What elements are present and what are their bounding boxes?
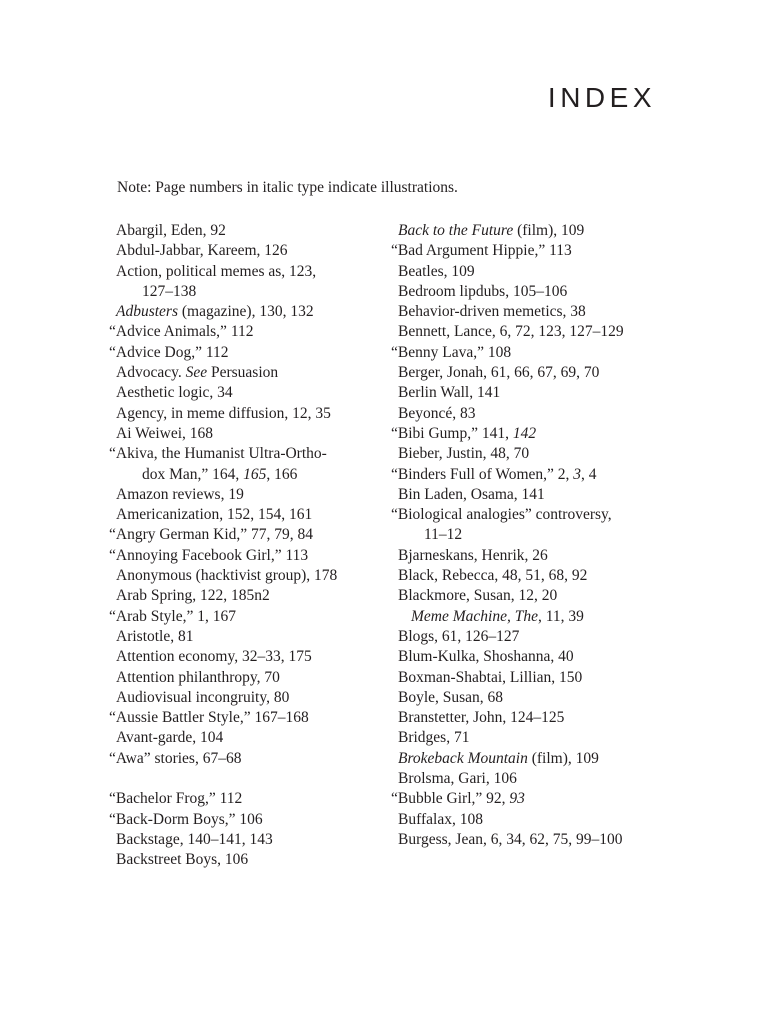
index-entry-text: Action, political memes as, 123, (116, 262, 317, 280)
index-entry-italic-text: 165 (243, 465, 267, 483)
index-entry-text: “Aussie Battler Style,” 167–168 (109, 709, 309, 727)
index-entry (391, 505, 624, 525)
index-entry (109, 363, 337, 383)
index-entry-text: “Biological analogies” controversy, (391, 506, 612, 524)
index-entry (391, 221, 624, 241)
index-entry (391, 546, 624, 566)
index-entry (391, 322, 624, 342)
index-entry-text: Bennett, Lance, 6, 72, 123, 127–129 (398, 323, 624, 341)
index-entry-text: Agency, in meme diffusion, 12, 35 (116, 404, 331, 422)
index-column-left (109, 221, 337, 871)
index-entry (391, 647, 624, 667)
index-entry-text: dox Man,” 164, (142, 465, 244, 483)
index-entry (109, 322, 337, 342)
index-entry-text: “Advice Dog,” 112 (109, 343, 229, 361)
index-entry-text: Americanization, 152, 154, 161 (116, 506, 313, 524)
index-entry (109, 525, 337, 545)
index-entry-text: Beatles, 109 (398, 262, 475, 280)
index-entry (109, 485, 337, 505)
index-entry (109, 343, 337, 363)
index-entry (109, 830, 337, 850)
index-entry-text: “Bubble Girl,” 92, (391, 790, 510, 808)
index-entry (109, 404, 337, 424)
index-entry (109, 262, 337, 282)
index-entry-text: 11–12 (424, 526, 463, 544)
index-entry (391, 363, 624, 383)
index-entry-text: “Benny Lava,” 108 (391, 343, 512, 361)
index-entry-text: “Arab Style,” 1, 167 (109, 607, 236, 625)
index-entry-text: Abargil, Eden, 92 (116, 222, 226, 239)
index-entry-text: Bjarneskans, Henrik, 26 (398, 546, 548, 564)
index-entry (391, 728, 624, 748)
index-column-right (391, 221, 624, 850)
index-entry-text: “Bachelor Frog,” 112 (109, 790, 243, 808)
index-entry-text: “Annoying Facebook Girl,” 113 (109, 546, 309, 564)
index-entry-text: “Binders Full of Women,” 2, (391, 465, 574, 483)
index-entry (109, 221, 337, 241)
index-entry-text: , 4 (581, 465, 597, 483)
index-entry (109, 789, 337, 809)
index-entry-text: “Bibi Gump,” 141, (391, 424, 513, 442)
index-entry (391, 627, 624, 647)
index-entry-italic-text: Adbusters (116, 303, 178, 321)
index-entry-italic-text: 93 (509, 790, 525, 808)
index-entry-text: Aristotle, 81 (116, 627, 194, 645)
index-entry (109, 668, 337, 688)
index-entry (109, 850, 337, 870)
index-entry-text: Bedroom lipdubs, 105–106 (398, 282, 568, 300)
index-entry (109, 728, 337, 748)
index-entry (391, 424, 624, 444)
index-entry (109, 627, 337, 647)
index-entry-text: Attention economy, 32–33, 175 (116, 648, 312, 666)
index-entry (391, 302, 624, 322)
index-title: INDEX (547, 82, 656, 113)
index-entry (109, 708, 337, 728)
index-entry (391, 607, 624, 627)
index-entry-text: Blogs, 61, 126–127 (398, 627, 520, 645)
index-entry (391, 769, 624, 789)
index-entry (109, 282, 337, 302)
index-entry (391, 688, 624, 708)
index-entry (391, 525, 624, 545)
index-entry-text: “Awa” stories, 67–68 (109, 749, 242, 767)
index-entry-text: Berger, Jonah, 61, 66, 67, 69, 70 (398, 364, 600, 382)
index-entry-text: Advocacy. (116, 364, 186, 382)
index-entry (109, 647, 337, 667)
index-entry (391, 789, 624, 809)
index-entry-italic-text: 3 (573, 465, 582, 483)
index-entry-italic-text: Back to the Future (398, 222, 514, 239)
index-entry-text: Anonymous (hacktivist group), 178 (116, 567, 338, 585)
index-entry (391, 343, 624, 363)
index-entry-text: Arab Spring, 122, 185n2 (116, 587, 270, 605)
index-entry (109, 302, 337, 322)
index-entry-text: “Back-Dorm Boys,” 106 (109, 810, 263, 828)
index-entry (109, 749, 337, 769)
index-entry-text: Behavior-driven memetics, 38 (398, 303, 586, 321)
index-entry-italic-text: 142 (512, 424, 537, 442)
index-entry-italic-text: See (185, 364, 208, 382)
index-entry (109, 424, 337, 444)
index-entry (391, 749, 624, 769)
index-entry-italic-text: Meme Machine, The (411, 607, 538, 625)
index-entry-text: Bieber, Justin, 48, 70 (398, 445, 530, 463)
index-entry-text: Bridges, 71 (398, 729, 470, 747)
index-entry-text: Bin Laden, Osama, 141 (398, 485, 545, 503)
index-entry (109, 383, 337, 403)
index-entry-text: Audiovisual incongruity, 80 (116, 688, 290, 706)
index-entry-text: , 11, 39 (537, 607, 584, 625)
index-entry-text: Persuasion (207, 364, 279, 382)
index-entry (109, 465, 337, 485)
index-entry (109, 810, 337, 830)
index-entry-text: Aesthetic logic, 34 (116, 384, 233, 402)
index-entry (391, 383, 624, 403)
index-entry-text: Attention philanthropy, 70 (116, 668, 280, 686)
index-entry (109, 241, 337, 261)
index-entry-text: Backstreet Boys, 106 (116, 851, 249, 869)
index-entry-text: Blackmore, Susan, 12, 20 (398, 587, 558, 605)
index-entry-italic-text: Brokeback Mountain (398, 749, 528, 767)
index-entry-text: Brolsma, Gari, 106 (398, 770, 517, 788)
index-entry (109, 444, 337, 464)
index-entry-text: Abdul-Jabbar, Kareem, 126 (116, 242, 288, 260)
index-entry (391, 708, 624, 728)
index-section-gap (109, 769, 337, 789)
index-entry (391, 262, 624, 282)
index-entry-text: Branstetter, John, 124–125 (398, 709, 565, 727)
index-entry-text: (magazine), 130, 132 (178, 303, 314, 321)
index-entry (109, 546, 337, 566)
index-entry-text: Amazon reviews, 19 (116, 485, 244, 503)
index-entry (109, 505, 337, 525)
index-entry (391, 830, 624, 850)
index-entry (391, 282, 624, 302)
index-entry (391, 566, 624, 586)
index-entry-text: Ai Weiwei, 168 (116, 424, 214, 442)
index-entry (391, 485, 624, 505)
index-entry-text: Avant-garde, 104 (116, 729, 224, 747)
index-entry (109, 688, 337, 708)
index-entry-text: Boyle, Susan, 68 (398, 688, 504, 706)
index-entry (391, 810, 624, 830)
index-entry-text: Black, Rebecca, 48, 51, 68, 92 (398, 567, 588, 585)
index-entry (391, 241, 624, 261)
index-entry (391, 586, 624, 606)
index-entry (109, 607, 337, 627)
index-entry-text: Boxman-Shabtai, Lillian, 150 (398, 668, 583, 686)
index-entry (109, 566, 337, 586)
index-entry-text: Backstage, 140–141, 143 (116, 830, 273, 848)
index-entry-text: “Advice Animals,” 112 (109, 323, 254, 341)
index-entry (391, 465, 624, 485)
index-entry-text: , 166 (266, 465, 298, 483)
index-note: Note: Page numbers in italic type indicate illustrations. (117, 179, 458, 196)
index-entry-text: Berlin Wall, 141 (398, 384, 501, 402)
index-entry-text: “Bad Argument Hippie,” 113 (391, 242, 572, 260)
index-entry (109, 586, 337, 606)
index-entry-text: (film), 109 (527, 749, 599, 767)
index-entry-text: “Angry German Kid,” 77, 79, 84 (109, 526, 314, 544)
index-entry-text: 127–138 (142, 282, 197, 300)
index-entry-text: “Akiva, the Humanist Ultra-Ortho- (109, 445, 327, 463)
index-entry-text: (film), 109 (513, 222, 585, 239)
index-entry-text: Blum-Kulka, Shoshanna, 40 (398, 648, 574, 666)
index-entry (391, 668, 624, 688)
index-entry (391, 444, 624, 464)
index-entry-text: Burgess, Jean, 6, 34, 62, 75, 99–100 (398, 830, 623, 848)
index-entry (391, 404, 624, 424)
index-entry-text: Buffalax, 108 (398, 810, 483, 828)
index-entry-text: Beyoncé, 83 (398, 404, 476, 422)
